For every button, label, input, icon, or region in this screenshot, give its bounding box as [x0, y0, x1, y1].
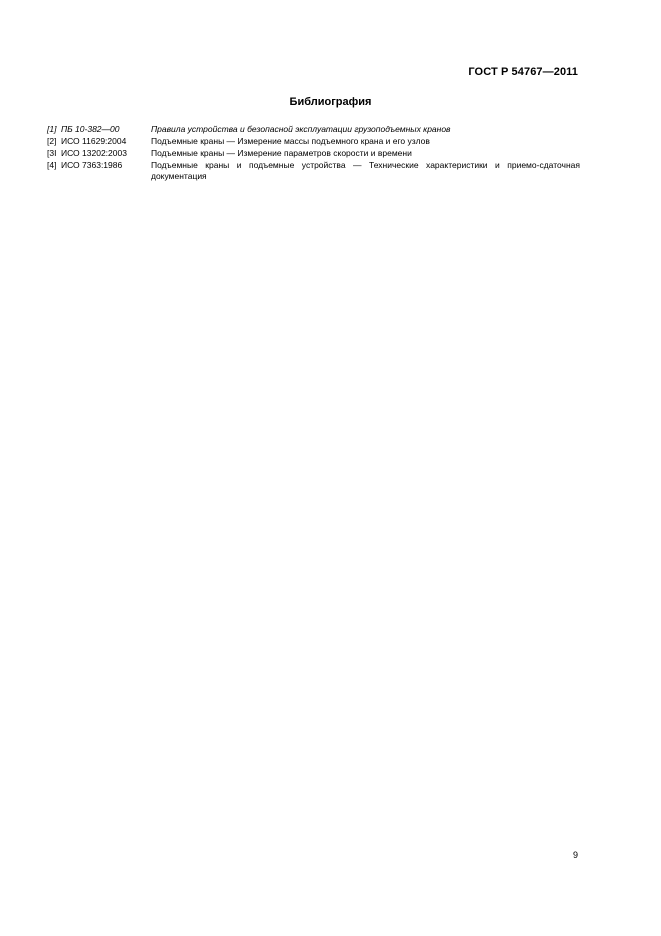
entry-title: Подъемные краны и подъемные устройства — Технические характеристики и приемо-сдаточная документация — [151, 160, 580, 181]
entry-number: [4] — [47, 160, 57, 170]
bibliography-entry — [47, 124, 580, 135]
section-title: Библиография — [289, 96, 372, 108]
bibliography-entry — [47, 136, 580, 147]
entry-number: [1] — [47, 124, 57, 134]
document-code: ГОСТ Р 54767—2011 — [468, 66, 578, 78]
entry-code: ПБ 10-382—00 — [61, 124, 120, 134]
bibliography-list — [47, 124, 580, 183]
bibliography-entry — [47, 160, 580, 181]
entry-number: [3I — [47, 148, 57, 158]
entry-title: Правила устройства и безопасной эксплуатации грузоподъемных кранов — [151, 124, 451, 134]
bibliography-entry — [47, 148, 580, 159]
entry-title: Подъемные краны — Измерение параметров скорости и времени — [151, 148, 412, 158]
page-number: 9 — [572, 850, 578, 860]
entry-title: Подъемные краны — Измерение массы подъемного крана и его узлов — [151, 136, 430, 146]
entry-code: ИСО 13202:2003 — [61, 148, 127, 158]
entry-code: ИСО 11629:2004 — [61, 136, 127, 146]
entry-code: ИСО 7363:1986 — [61, 160, 123, 170]
entry-number: [2] — [47, 136, 57, 146]
